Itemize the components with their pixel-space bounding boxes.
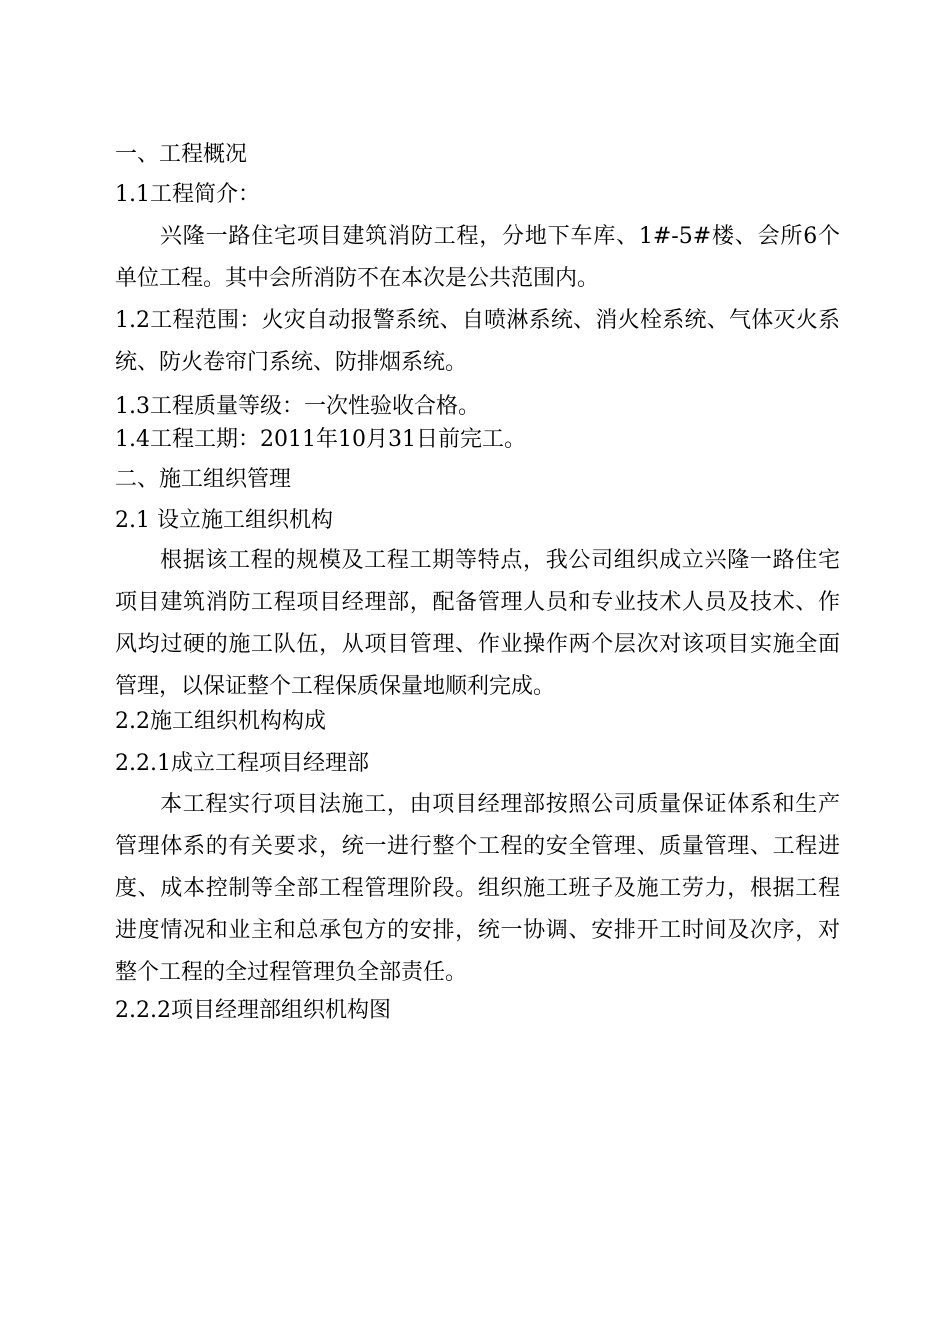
section-1-1-title: 1.1工程简介：: [115, 182, 260, 207]
section-1-2-body: 1.2工程范围：火灾自动报警系统、自喷淋系统、消火栓系统、气体灭火系统、防火卷帘门系统、防排烟系统。: [115, 308, 840, 375]
section-1-3: 1.3工程质量等级：一次性验收合格。: [115, 394, 480, 419]
heading-overview: 一、工程概况: [115, 142, 248, 167]
section-2-1-body: 根据该工程的规模及工程工期等特点，我公司组织成立兴隆一路住宅项目建筑消防工程项目经理部，配备管理人员和专业技术人员及技术、作风均过硬的施工队伍，从项目管理、作业操作两个层次对该项目实施全面管理，以保证整个工程保质保量地顺利完成。: [115, 548, 840, 699]
section-2-2-2-title: 2.2.2项目经理部组织机构图: [115, 998, 391, 1023]
section-2-2-title: 2.2施工组织机构构成: [115, 709, 326, 734]
section-1-1-body: 兴隆一路住宅项目建筑消防工程，分地下车库、1#-5#楼、会所6个单位工程。其中会所消防不在本次是公共范围内。: [115, 224, 840, 291]
section-2-1-title: 2.1 设立施工组织机构: [115, 508, 333, 533]
section-2-2-1-body: 本工程实行项目法施工，由项目经理部按照公司质量保证体系和生产管理体系的有关要求，统一进行整个工程的安全管理、质量管理、工程进度、成本控制等全部工程管理阶段。组织施工班子及施工劳力，根据工程进度情况和业主和总承包方的安排，统一协调、安排开工时间及次序，对整个工程的全过程管理负全部责任。: [115, 792, 840, 985]
section-1-4: 1.4工程工期：2011年10月31日前完工。: [115, 427, 526, 452]
section-2-2-1-title: 2.2.1成立工程项目经理部: [115, 751, 369, 776]
heading-management: 二、施工组织管理: [115, 467, 292, 492]
